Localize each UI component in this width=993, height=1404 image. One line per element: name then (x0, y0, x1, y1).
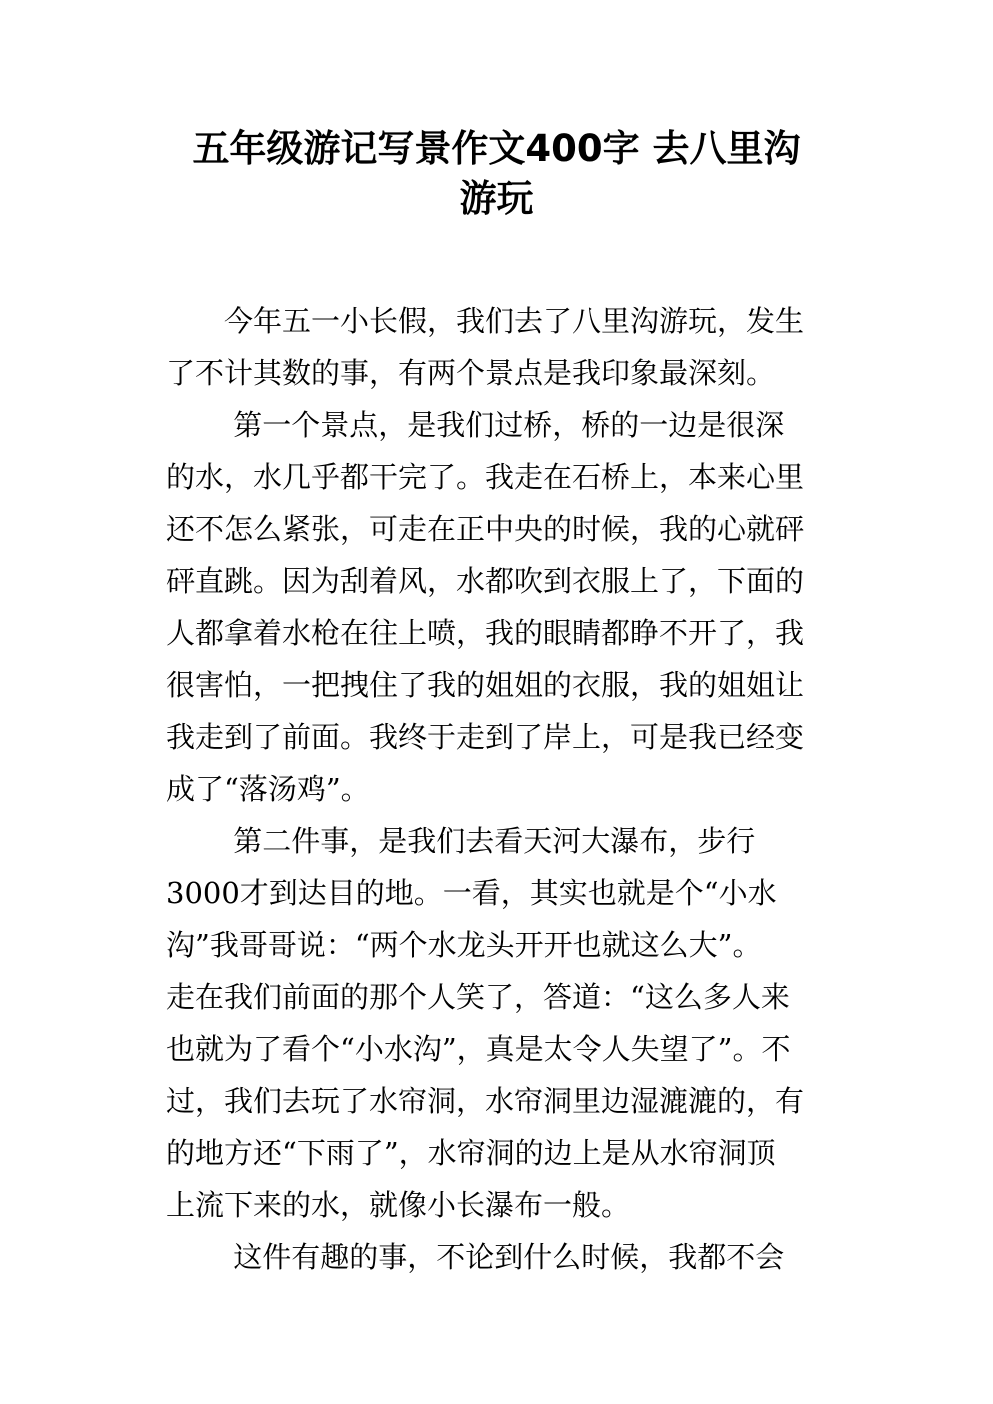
body-line: 沟”我哥哥说：“两个水龙头开开也就这么大”。 (166, 928, 762, 962)
body-line: 也就为了看个“小水沟”，真是太令人失望了”。不 (166, 1032, 791, 1066)
document-title-line-1: 五年级游记写景作文400字 去八里沟 (192, 127, 801, 170)
body-line: 这件有趣的事，不论到什么时候，我都不会 (166, 1240, 785, 1274)
body-line: 成了“落汤鸡”。 (166, 772, 370, 806)
body-line: 我走到了前面。我终于走到了岸上，可是我已经变 (166, 720, 805, 754)
body-line: 上流下来的水，就像小长瀑布一般。 (166, 1188, 631, 1222)
body-line: 很害怕，一把拽住了我的姐姐的衣服，我的姐姐让 (166, 668, 805, 702)
document-title-line-2: 游玩 (459, 177, 534, 220)
body-line: 人都拿着水枪在往上喷，我的眼睛都睁不开了，我 (166, 616, 805, 650)
body-line: 的地方还“下雨了”，水帘洞的边上是从水帘洞顶 (166, 1136, 776, 1170)
body-line: 今年五一小长假，我们去了八里沟游玩，发生 (166, 304, 805, 338)
body-line: 过，我们去玩了水帘洞，水帘洞里边湿漉漉的，有 (166, 1084, 805, 1118)
body-line: 还不怎么紧张，可走在正中央的时候，我的心就砰 (166, 512, 805, 546)
body-line: 了不计其数的事，有两个景点是我印象最深刻。 (166, 356, 776, 390)
body-line: 第二件事，是我们去看天河大瀑布，步行 (166, 824, 756, 858)
body-line: 的水，水几乎都干完了。我走在石桥上，本来心里 (166, 460, 805, 494)
body-line: 第一个景点，是我们过桥，桥的一边是很深 (166, 408, 785, 442)
body-line: 走在我们前面的那个人笑了，答道：“这么多人来 (166, 980, 790, 1014)
body-line: 3000才到达目的地。一看，其实也就是个“小水 (166, 876, 777, 910)
body-line: 砰直跳。因为刮着风，水都吹到衣服上了，下面的 (166, 564, 805, 598)
